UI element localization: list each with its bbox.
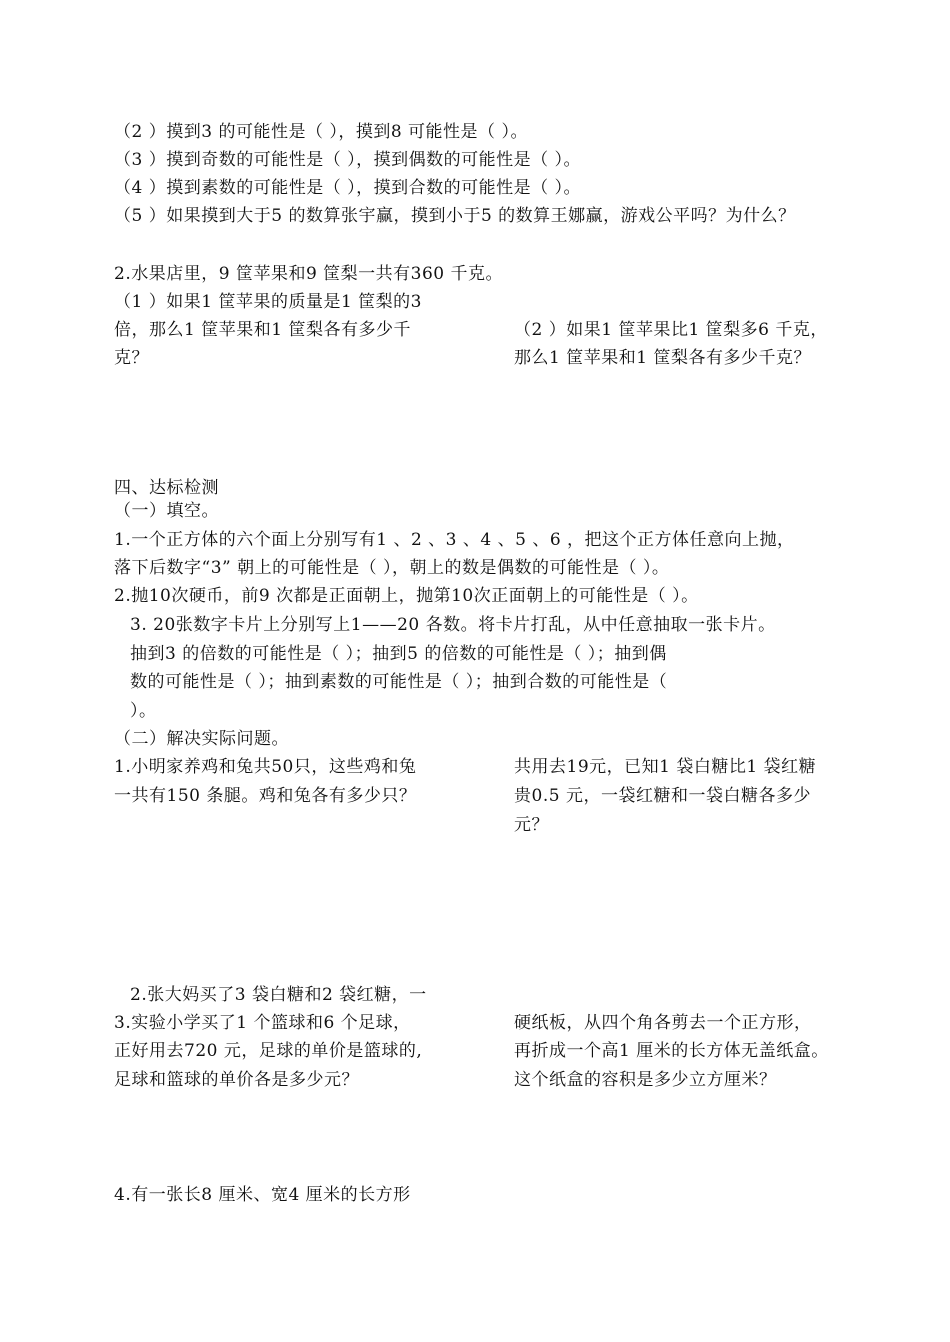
- question-2-title: 2.水果店里，9 筐苹果和9 筐梨一共有360 千克。: [114, 264, 504, 284]
- fill-question-1-line-2: 落下后数字“3” 朝上的可能性是（ ），朝上的数是偶数的可能性是（ ）。: [114, 558, 670, 578]
- fill-question-3-line-3: 数的可能性是（ ）；抽到素数的可能性是（ ）；抽到合数的可能性是（: [130, 672, 668, 692]
- question-1-part-2: （2 ）摸到3 的可能性是（ ），摸到8 可能性是（ ）。: [114, 122, 528, 142]
- problem-1-line-1: 1.小明家养鸡和兔共50只，这些鸡和兔: [114, 757, 417, 777]
- problem-3-line-2: 正好用去720 元，足球的单价是篮球的,: [114, 1041, 423, 1061]
- problem-2-continued-line-2: 贵0.5 元，一袋红糖和一袋白糖各多少: [514, 786, 811, 806]
- fill-question-3-line-4: ）。: [130, 701, 157, 721]
- fill-question-3-line-2: 抽到3 的倍数的可能性是（ ）；抽到5 的倍数的可能性是（ ）；抽到偶: [130, 644, 667, 664]
- question-1-part-3: （3 ）摸到奇数的可能性是（ ），摸到偶数的可能性是（ ）。: [114, 150, 582, 170]
- problem-3-line-3: 足球和篮球的单价各是多少元？: [114, 1070, 359, 1090]
- section-heading: 四、达标检测: [114, 478, 219, 498]
- problem-4-continued-line-3: 这个纸盒的容积是多少立方厘米？: [514, 1070, 777, 1090]
- fill-in-heading: （一）填空。: [114, 501, 219, 521]
- question-1-part-4: （4 ）摸到素数的可能性是（ ），摸到合数的可能性是（ ）。: [114, 178, 582, 198]
- question-2-part-2-line-1: （2 ）如果1 筐苹果比1 筐梨多6 千克，: [514, 320, 828, 340]
- problem-2-continued-line-1: 共用去19元，已知1 袋白糖比1 袋红糖: [514, 757, 817, 777]
- problem-4-continued-line-1: 硬纸板，从四个角各剪去一个正方形，: [514, 1013, 812, 1033]
- problem-4-line-1: 4.有一张长8 厘米、宽4 厘米的长方形: [114, 1185, 411, 1205]
- problems-heading: （二）解决实际问题。: [114, 729, 289, 749]
- problem-1-line-2: 一共有150 条腿。鸡和兔各有多少只？: [114, 786, 417, 806]
- problem-2-line-1: 2.张大妈买了3 袋白糖和2 袋红糖，一: [130, 985, 427, 1005]
- problem-3-line-1: 3.实验小学买了1 个篮球和6 个足球，: [114, 1013, 411, 1033]
- question-2-part-1-line-3: 克？: [114, 348, 149, 368]
- question-2-part-1-line-2: 倍，那么1 筐苹果和1 筐梨各有多少千: [114, 320, 411, 340]
- problem-2-continued-line-3: 元？: [514, 815, 549, 835]
- question-2-part-1-line-1: （1 ）如果1 筐苹果的质量是1 筐梨的3: [114, 292, 422, 312]
- fill-question-2: 2.抛10次硬币，前9 次都是正面朝上，抛第10次正面朝上的可能性是（ ）。: [114, 586, 699, 606]
- question-2-part-2-line-2: 那么1 筐苹果和1 筐梨各有多少千克？: [514, 348, 811, 368]
- question-1-part-5: （5 ）如果摸到大于5 的数算张宇赢，摸到小于5 的数算王娜赢，游戏公平吗？为什么？: [114, 206, 796, 226]
- problem-4-continued-line-2: 再折成一个高1 厘米的长方体无盖纸盒。: [514, 1041, 829, 1061]
- fill-question-1-line-1: 1.一个正方体的六个面上分别写有1 、2 、3 、4 、5 、6 ，把这个正方体任意向上抛，: [114, 530, 795, 550]
- fill-question-3-line-1: 3. 20张数字卡片上分别写上1——20 各数。将卡片打乱，从中任意抽取一张卡片。: [130, 615, 776, 635]
